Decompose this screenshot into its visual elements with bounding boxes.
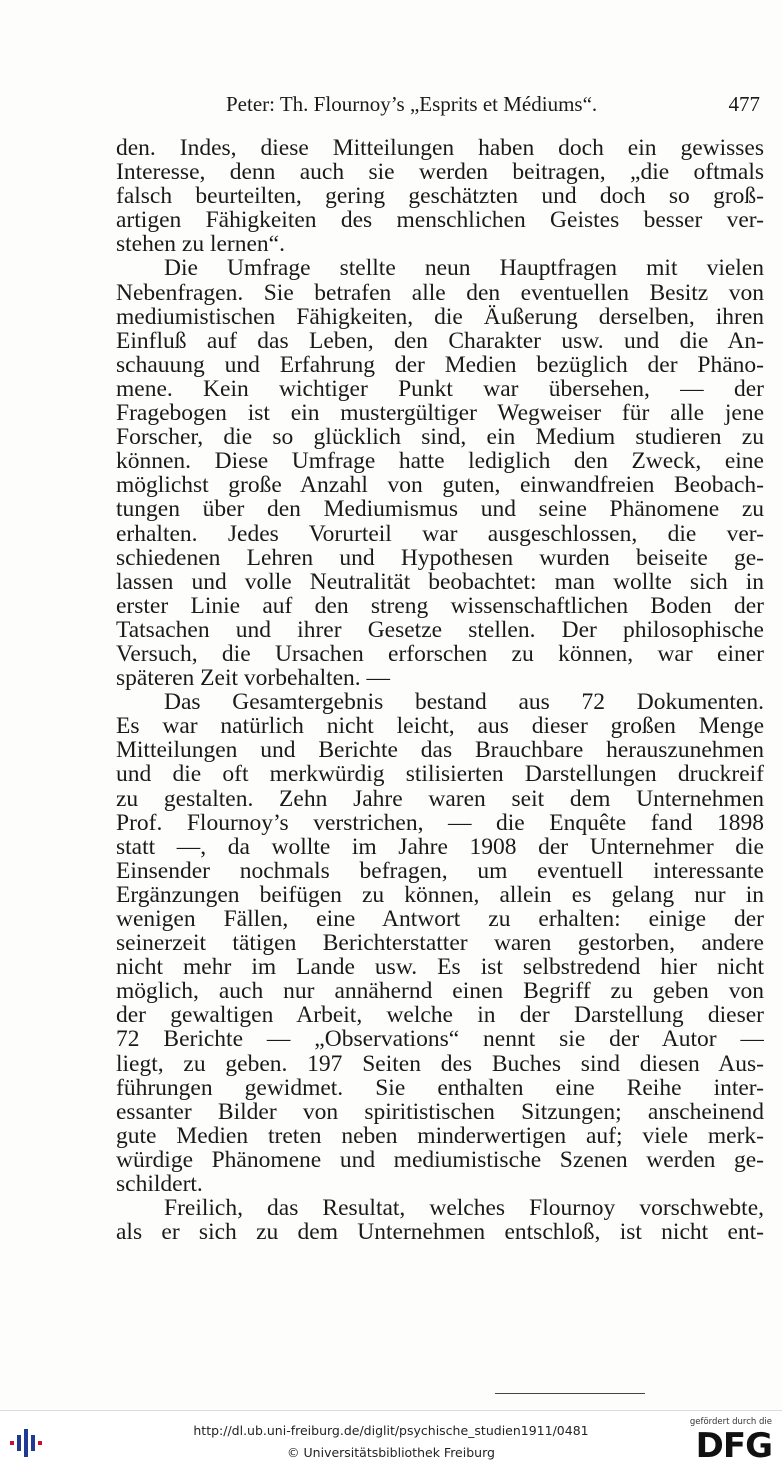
text-line: Es war natürlich nicht leicht, aus dieser großen Menge [116, 714, 764, 739]
text-line: artigen Fähigkeiten des menschlichen Geistes besser ver- [116, 208, 764, 233]
text-line: Einsender nochmals befragen, um eventuell interessante [116, 858, 764, 883]
text-line: Fragebogen ist ein mustergültiger Wegweiser für alle jene [116, 401, 764, 426]
text-line: erhalten. Jedes Vorurteil war ausgeschlossen, die ver- [116, 521, 764, 546]
running-head [116, 92, 764, 118]
text-line: Mitteilungen und Berichte das Brauchbare herauszunehmen [116, 738, 764, 763]
dfg-logo[interactable] [690, 1417, 772, 1467]
text-line: und die oft merkwürdig stilisierten Darstellungen druckreif [116, 762, 764, 787]
text-line: den. Indes, diese Mitteilungen haben doch ein gewisses [116, 136, 764, 161]
running-head-title: Peter: Th. Flournoy’s „Esprits et Médiums“. [226, 92, 598, 116]
text-line: essanter Bilder von spiritistischen Sitzungen; anscheinend [116, 1099, 764, 1124]
text-line: zu gestalten. Zehn Jahre waren seit dem Unternehmen [116, 786, 764, 811]
text-line: schiedenen Lehren und Hypothesen wurden beiseite ge- [116, 545, 764, 570]
text-line: Interesse, denn auch sie werden beitragen, „die oftmals [116, 160, 764, 185]
text-line: als er sich zu dem Unternehmen entschloß, ist nicht ent- [116, 1220, 764, 1245]
text-line: liegt, zu geben. 197 Seiten des Buches sind diesen Aus- [116, 1051, 764, 1076]
text-line: gute Medien treten neben minderwertigen auf; viele merk- [116, 1123, 764, 1148]
text-line: Prof. Flournoy’s verstrichen, — die Enquête fand 1898 [116, 810, 764, 835]
viewer-footer [0, 1410, 782, 1470]
text-line: möglichst große Anzahl von guten, einwandfreien Beobach- [116, 473, 764, 498]
dfg-logo-text: DFG [695, 1426, 772, 1466]
text-line: würdige Phänomene und mediumistische Szenen werden ge- [116, 1147, 764, 1173]
text-line: tungen über den Mediumismus und seine Phänomene zu [116, 497, 764, 522]
footer-copyright: © Universitätsbibliothek Freiburg [287, 1445, 495, 1460]
text-line: Die Umfrage stellte neun Hauptfragen mit vielen [164, 256, 764, 281]
text-line: erster Linie auf den streng wissenschaftlichen Boden der [116, 593, 764, 618]
text-line: stehen zu lernen“. [116, 232, 285, 257]
text-line: Das Gesamtergebnis bestand aus 72 Dokumenten. [164, 690, 764, 715]
text-line: Nebenfragen. Sie betrafen alle den eventuellen Besitz von [116, 280, 764, 305]
text-line: Versuch, die Ursachen erforschen zu können, war einer [116, 641, 764, 667]
text-line: wenigen Fällen, eine Antwort zu erhalten: einige der [116, 907, 764, 932]
text-line: seinerzeit tätigen Berichterstatter waren gestorben, andere [116, 931, 764, 956]
text-line: schildert. [116, 1172, 203, 1197]
text-line: Tatsachen und ihrer Gesetze stellen. Der philosophische [116, 617, 764, 642]
text-line: Forscher, die so glücklich sind, ein Medium studieren zu [116, 425, 764, 450]
dfg-caption: gefördert durch die [689, 1417, 772, 1427]
text-line: schauung und Erfahrung der Medien bezüglich der Phäno- [116, 352, 764, 377]
text-line: führungen gewidmet. Sie enthalten eine Reihe inter- [116, 1075, 764, 1100]
text-line: Freilich, das Resultat, welches Flournoy vorschwebte, [164, 1196, 764, 1221]
text-line: mene. Kein wichtiger Punkt war übersehen, — der [116, 376, 764, 402]
text-line: Einfluß auf das Leben, den Charakter usw. und die An- [116, 328, 764, 353]
text-line: falsch beurteilten, gering geschätzten und doch so groß- [116, 184, 764, 209]
text-line: späteren Zeit vorbehalten. — [116, 666, 391, 691]
text-line: statt —, da wollte im Jahre 1908 der Unternehmer die [116, 834, 764, 859]
text-line: lassen und volle Neutralität beobachtet: man wollte sich in [116, 569, 764, 594]
body-text [116, 136, 764, 1244]
text-line: nicht mehr im Lande usw. Es ist selbstredend hier nicht [116, 955, 764, 980]
text-line: können. Diese Umfrage hatte lediglich den Zweck, eine [116, 449, 764, 474]
text-line: 72 Berichte — „Observations“ nennt sie der Autor — [116, 1027, 764, 1052]
text-line: möglich, auch nur annähernd einen Begriff zu geben von [116, 979, 764, 1004]
footer-url-link[interactable]: http://dl.ub.uni-freiburg.de/diglit/psychische_studien1911/0481 [193, 1423, 589, 1438]
text-line: mediumistischen Fähigkeiten, die Äußerung derselben, ihren [116, 304, 764, 329]
text-line: Ergänzungen beifügen zu können, allein es gelang nur in [116, 882, 764, 907]
page-number: 477 [728, 92, 760, 116]
text-line: der gewaltigen Arbeit, welche in der Darstellung dieser [116, 1003, 764, 1028]
footer-rule [495, 1393, 645, 1394]
